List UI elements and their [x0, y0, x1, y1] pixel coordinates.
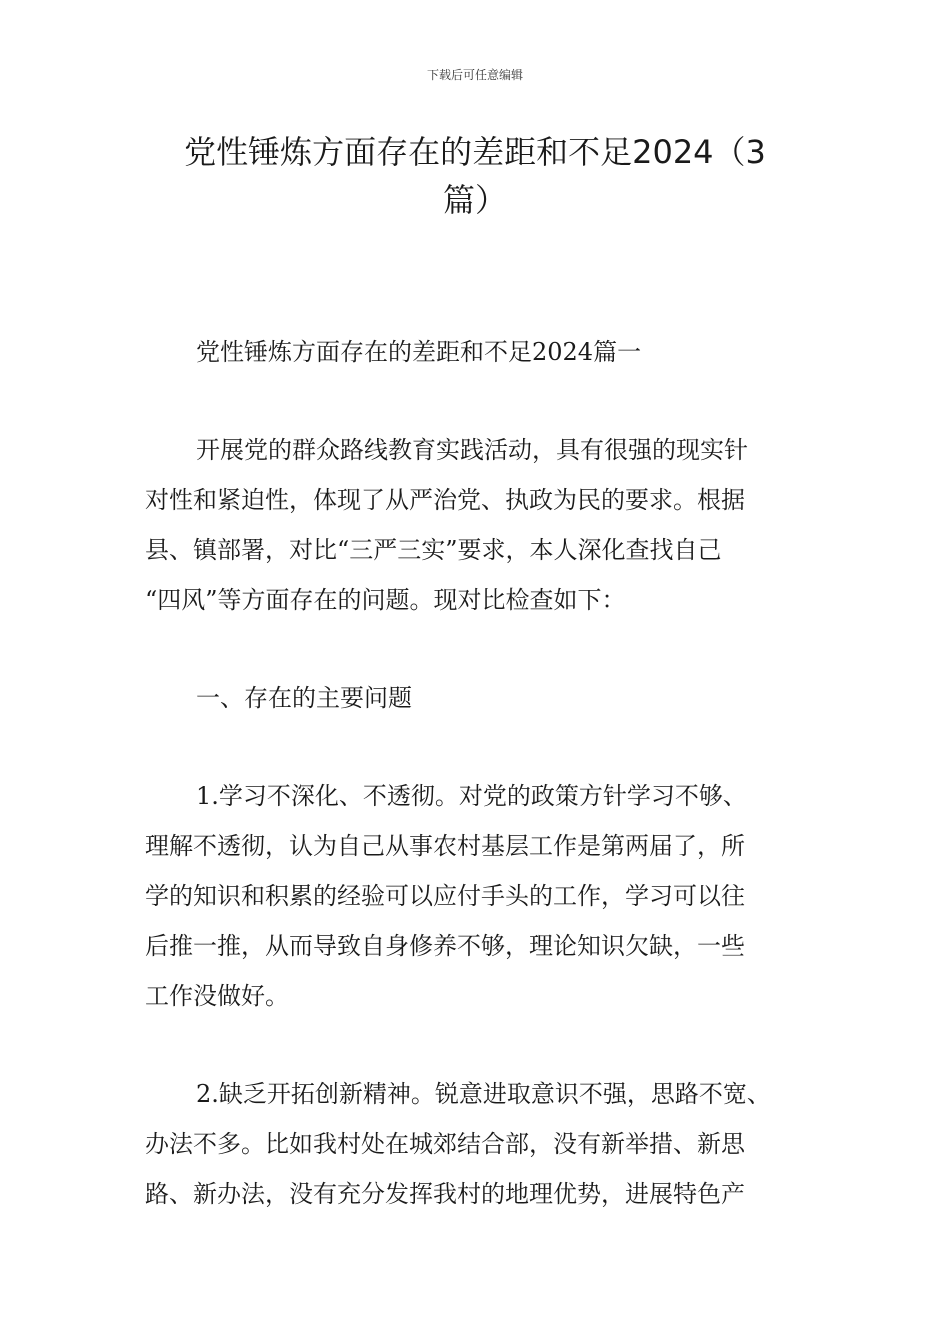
- item1-line-1: 1.学习不深化、不透彻。对党的政策方针学习不够、: [196, 782, 747, 810]
- item1-line-2: 理解不透彻，认为自己从事农村基层工作是第两届了，所: [145, 832, 745, 860]
- item2-line-3: 路、新办法，没有充分发挥我村的地理优势，进展特色产: [145, 1180, 745, 1208]
- item2-line-2: 办法不多。比如我村处在城郊结合部，没有新举措、新思: [145, 1130, 745, 1158]
- intro-line-4: “四风”等方面存在的问题。现对比检查如下：: [145, 586, 626, 614]
- title-line-2: 篇）: [442, 181, 507, 219]
- intro-line-3: 县、镇部署，对比“三严三实”要求，本人深化查找自己: [145, 536, 722, 564]
- document-title: [145, 128, 805, 224]
- item2-line-1: 2.缺乏开拓创新精神。锐意进取意识不强，思路不宽、: [196, 1080, 771, 1108]
- intro-line-2: 对性和紧迫性，体现了从严治党、执政为民的要求。根据: [145, 486, 745, 514]
- subtitle: 党性锤炼方面存在的差距和不足2024篇一: [196, 338, 642, 366]
- intro-line-1: 开展党的群众路线教育实践活动，具有很强的现实针: [196, 436, 748, 464]
- download-note: 下载后可任意编辑: [426, 68, 523, 82]
- item1-line-5: 工作没做好。: [145, 982, 289, 1010]
- item1-line-4: 后推一推，从而导致自身修养不够，理论知识欠缺，一些: [145, 932, 745, 960]
- title-line-1: 党性锤炼方面存在的差距和不足2024（3: [184, 133, 766, 171]
- item1-line-3: 学的知识和积累的经验可以应付手头的工作，学习可以往: [145, 882, 745, 910]
- section-heading: 一、存在的主要问题: [196, 684, 412, 712]
